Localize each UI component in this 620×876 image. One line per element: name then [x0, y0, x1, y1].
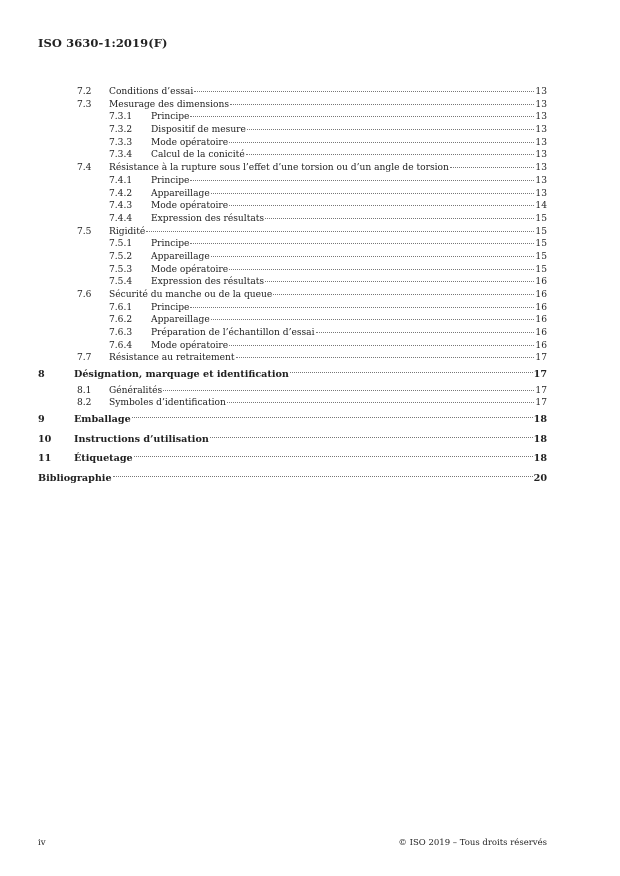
- toc-leader-dots: [265, 218, 534, 219]
- toc-entry-number: 8: [38, 369, 45, 381]
- toc-entry-label: Principe: [151, 112, 190, 123]
- toc-entry-number: 7.4.2: [109, 188, 133, 199]
- toc-entry[interactable]: [38, 430, 547, 450]
- toc-entry-number: 7.6.3: [109, 328, 133, 339]
- toc-leader-dots: [229, 205, 534, 206]
- footer-page-number: iv: [38, 838, 46, 848]
- toc-leader-dots: [211, 256, 535, 257]
- toc-entry-label: Étiquetage: [74, 453, 133, 464]
- toc-leader-dots: [190, 180, 534, 181]
- toc-leader-dots: [450, 167, 535, 168]
- toc-entry-page: 13: [535, 175, 547, 186]
- toc-entry[interactable]: [38, 137, 547, 150]
- toc-entry-page: 15: [535, 239, 547, 250]
- toc-entry-number: 7.3.3: [109, 137, 133, 148]
- toc-entry-label: Mode opératoire: [151, 201, 229, 212]
- toc-entry-page: 14: [535, 201, 547, 212]
- toc-leader-dots: [211, 193, 535, 194]
- document-header: ISO 3630-1:2019(F): [38, 36, 168, 50]
- toc-entry-page: 15: [535, 213, 547, 224]
- toc-entry-number: 7.3.2: [109, 125, 133, 136]
- toc-leader-dots: [190, 116, 534, 117]
- toc-entry-page: 13: [535, 87, 547, 97]
- toc-entry-page: 13: [535, 150, 547, 161]
- toc-entry-number: 7.6.4: [109, 340, 133, 351]
- toc-entry-number: 7.7: [77, 353, 92, 364]
- toc-leader-dots: [229, 345, 534, 346]
- toc-entry-number: 8.2: [77, 398, 92, 409]
- toc-entry[interactable]: [38, 385, 547, 398]
- toc-entry-number: 10: [38, 433, 52, 445]
- toc-entry[interactable]: [38, 238, 547, 251]
- toc-entry-label: Bibliographie: [38, 472, 112, 484]
- toc-entry[interactable]: [38, 449, 547, 469]
- toc-entry-label: Résistance au retraitement: [109, 353, 235, 364]
- toc-entry-number: 9: [38, 414, 45, 425]
- page-footer: [38, 838, 547, 848]
- toc-entry-number: 7.3.4: [109, 150, 133, 161]
- toc-leader-dots: [190, 307, 534, 308]
- toc-entry-page: 13: [535, 163, 547, 174]
- toc-leader-dots: [316, 332, 535, 333]
- toc-entry-number: 7.3.1: [109, 112, 133, 123]
- toc-entry[interactable]: [38, 302, 547, 315]
- toc-entry[interactable]: [38, 200, 547, 213]
- toc-entry-number: 7.4: [77, 163, 92, 174]
- toc-entry-label: Principe: [151, 302, 190, 313]
- toc-entry-label: Symboles d’identification: [109, 398, 226, 409]
- toc-entry-label: Sécurité du manche ou de la queue: [109, 290, 273, 300]
- toc-leader-dots: [229, 142, 534, 143]
- toc-leader-dots: [236, 357, 535, 358]
- toc-entry-page: 16: [535, 277, 547, 288]
- toc-entry[interactable]: [38, 327, 547, 340]
- toc-entry[interactable]: [38, 352, 547, 365]
- toc-entry-number: 7.4.4: [109, 213, 133, 224]
- toc-entry-label: Résistance à la rupture sous l’effet d’une torsion ou d’un angle de torsion: [109, 163, 449, 174]
- toc-entry-page: 13: [535, 137, 547, 148]
- toc-entry-label: Rigidité: [109, 226, 146, 237]
- toc-entry-number: 7.3: [77, 99, 92, 110]
- toc-entry-page: 17: [535, 353, 547, 364]
- toc-entry-page: 15: [535, 226, 547, 237]
- toc-entry-number: 7.4.3: [109, 201, 133, 212]
- toc-leader-dots: [273, 294, 534, 295]
- table-of-contents: [38, 86, 547, 488]
- toc-leader-dots: [134, 456, 533, 457]
- toc-entry-label: Principe: [151, 175, 190, 186]
- toc-leader-dots: [229, 269, 534, 270]
- toc-entry-page: 16: [535, 302, 547, 313]
- toc-entry-page: 18: [533, 414, 547, 425]
- toc-entry-page: 15: [535, 264, 547, 275]
- toc-entry-number: 8.1: [77, 385, 92, 396]
- toc-entry-page: 20: [533, 472, 547, 484]
- toc-entry-number: 7.5.1: [109, 239, 133, 250]
- toc-entry-page: 13: [535, 112, 547, 123]
- toc-entry[interactable]: [38, 213, 547, 226]
- toc-entry-page: 15: [535, 251, 547, 262]
- toc-entry-number: 7.5.4: [109, 277, 133, 288]
- toc-entry[interactable]: [38, 365, 547, 385]
- toc-leader-dots: [247, 129, 535, 130]
- toc-entry-label: Appareillage: [151, 251, 210, 262]
- toc-entry-number: 7.6: [77, 290, 92, 300]
- toc-leader-dots: [230, 104, 534, 105]
- toc-entry[interactable]: [38, 264, 547, 277]
- toc-entry-number: 7.2: [77, 87, 92, 97]
- toc-entry-number: 7.4.1: [109, 175, 133, 186]
- toc-entry[interactable]: [38, 149, 547, 162]
- toc-entry-page: 13: [535, 188, 547, 199]
- toc-entry-label: Appareillage: [151, 315, 210, 326]
- toc-entry-label: Mesurage des dimensions: [109, 99, 230, 110]
- toc-entry-label: Désignation, marquage et identification: [74, 369, 289, 381]
- toc-leader-dots: [227, 402, 535, 403]
- toc-entry[interactable]: [38, 124, 547, 137]
- toc-entry[interactable]: [38, 469, 547, 489]
- toc-entry-page: 17: [533, 369, 547, 381]
- toc-entry[interactable]: [38, 251, 547, 264]
- toc-leader-dots: [210, 437, 533, 438]
- toc-leader-dots: [190, 243, 534, 244]
- toc-entry-label: Principe: [151, 239, 190, 250]
- toc-entry-page: 18: [533, 453, 547, 464]
- toc-entry[interactable]: [38, 162, 547, 175]
- toc-entry-label: Mode opératoire: [151, 264, 229, 275]
- toc-entry[interactable]: [38, 226, 547, 239]
- toc-leader-dots: [246, 154, 535, 155]
- toc-entry-page: 13: [535, 99, 547, 110]
- toc-entry[interactable]: [38, 410, 547, 430]
- toc-entry-page: 16: [535, 315, 547, 326]
- toc-leader-dots: [194, 91, 534, 92]
- toc-entry[interactable]: [38, 289, 547, 302]
- toc-leader-dots: [163, 390, 534, 391]
- toc-leader-dots: [211, 319, 535, 320]
- toc-entry[interactable]: [38, 99, 547, 112]
- toc-entry-label: Instructions d’utilisation: [74, 433, 209, 445]
- toc-entry[interactable]: [38, 340, 547, 353]
- toc-entry-label: Appareillage: [151, 188, 210, 199]
- toc-entry-label: Dispositif de mesure: [151, 125, 246, 136]
- toc-entry-page: 16: [535, 340, 547, 351]
- toc-entry-label: Mode opératoire: [151, 137, 229, 148]
- footer-copyright: © ISO 2019 – Tous droits réservés: [398, 838, 547, 848]
- toc-entry-page: 16: [535, 290, 547, 300]
- toc-entry-page: 13: [535, 125, 547, 136]
- toc-entry[interactable]: [38, 314, 547, 327]
- toc-entry-label: Conditions d’essai: [109, 87, 194, 97]
- toc-entry-label: Généralités: [109, 385, 163, 396]
- toc-entry-page: 17: [535, 385, 547, 396]
- toc-entry-label: Expression des résultats: [151, 213, 265, 224]
- toc-entry-number: 7.5.2: [109, 251, 133, 262]
- toc-entry-label: Emballage: [74, 414, 131, 425]
- toc-entry-page: 17: [535, 398, 547, 409]
- toc-entry-number: 11: [38, 453, 52, 464]
- toc-leader-dots: [290, 372, 533, 373]
- toc-entry[interactable]: [38, 111, 547, 124]
- toc-entry-number: 7.5: [77, 226, 92, 237]
- toc-entry[interactable]: [38, 86, 547, 99]
- toc-entry-label: Calcul de la conicité: [151, 150, 245, 161]
- toc-entry-page: 16: [535, 328, 547, 339]
- toc-leader-dots: [265, 281, 534, 282]
- toc-entry-label: Préparation de l’échantillon d’essai: [151, 328, 315, 339]
- toc-leader-dots: [113, 476, 533, 477]
- toc-entry-label: Mode opératoire: [151, 340, 229, 351]
- toc-entry[interactable]: [38, 175, 547, 188]
- toc-entry-label: Expression des résultats: [151, 277, 265, 288]
- toc-entry-page: 18: [533, 433, 547, 445]
- toc-entry-number: 7.5.3: [109, 264, 133, 275]
- toc-leader-dots: [132, 417, 533, 418]
- toc-leader-dots: [146, 231, 534, 232]
- toc-entry[interactable]: [38, 188, 547, 201]
- toc-entry[interactable]: [38, 276, 547, 289]
- toc-entry[interactable]: [38, 397, 547, 410]
- toc-entry-number: 7.6.1: [109, 302, 133, 313]
- toc-entry-number: 7.6.2: [109, 315, 133, 326]
